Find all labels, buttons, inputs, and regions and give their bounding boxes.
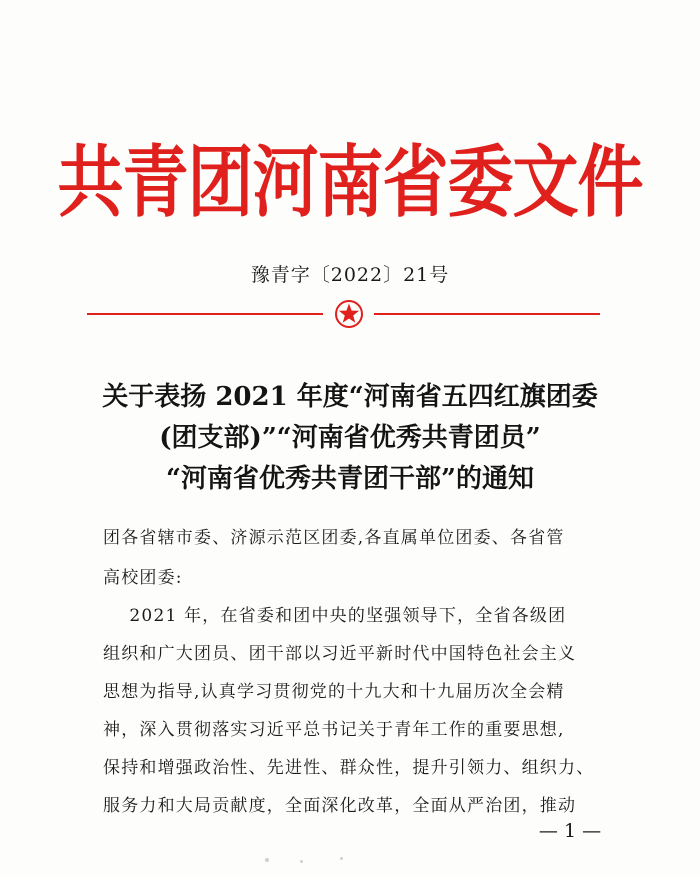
red-rule-right [374,313,600,315]
body-line-1: 团各省辖市委、济源示范区团委,各直属单位团委、各省管 [103,528,565,548]
body-line-4: 组织和广大团员、团干部以习近平新时代中国特色社会主义 [103,644,577,664]
body-line-8: 服务力和大局贡献度，全面深化改革，全面从严治团，推动 [103,796,577,816]
notice-title-line-2: (团支部)”“河南省优秀共青团员” [159,423,541,453]
star-emblem-icon [325,297,373,331]
masthead-title: 共青团河南省委文件 [57,137,643,228]
body-line-2: 高校团委: [103,568,183,588]
body-line-7: 保持和增强政治性、先进性、群众性，提升引领力、组织力、 [103,758,595,778]
scan-speck [340,857,343,860]
body-line-6: 神，深入贯彻落实习近平总书记关于青年工作的重要思想, [103,720,565,740]
notice-title-line-3: “河南省优秀共青团干部”的通知 [166,464,534,494]
scan-speck [265,858,269,862]
body-line-3: 2021 年，在省委和团中央的坚强领导下，全省各级团 [103,606,567,626]
page-number: — 1 — [538,820,602,842]
document-number: 豫青字〔2022〕21号 [250,264,450,286]
scan-speck [300,860,303,863]
notice-title-line-1: 关于表扬 2021 年度“河南省五四红旗团委 [102,382,598,412]
body-line-5: 思想为指导,认真学习贯彻党的十九大和十九届历次全会精 [103,682,565,702]
red-rule-left [87,313,323,315]
